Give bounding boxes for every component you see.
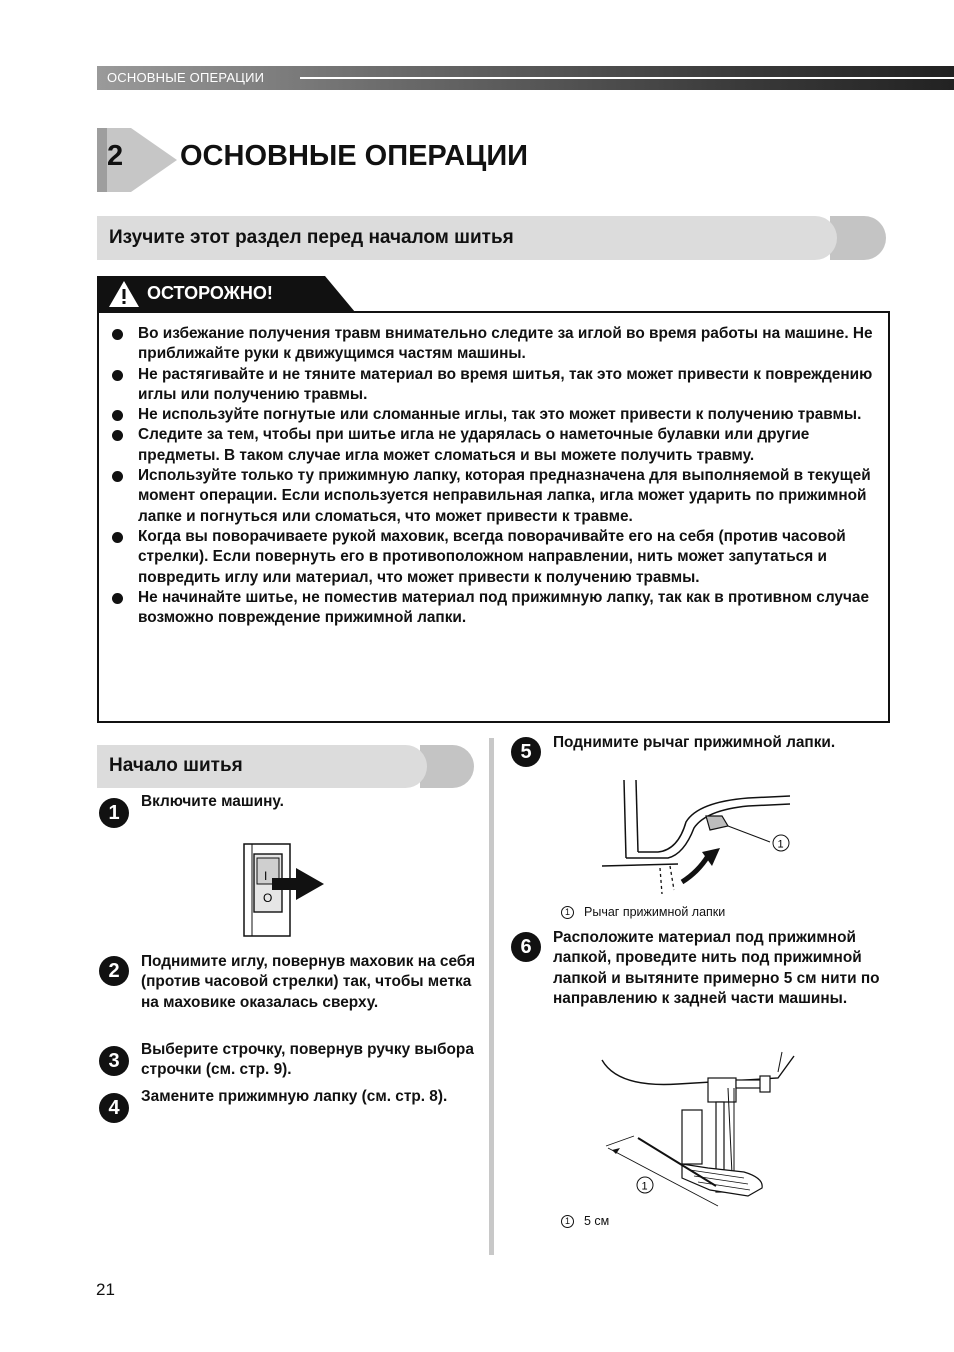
column-divider [489,738,494,1255]
step-number-badge: 5 [511,737,541,767]
step-text: Поднимите иглу, повернув маховик на себя (против часовой стрелки) так, чтобы метка на маховике оказалась сверху. [141,953,476,1011]
caption-text: Рычаг прижимной лапки [584,905,726,919]
step-number-badge: 2 [99,956,129,986]
caution-list [110,324,880,628]
caution-item: Не растягивайте и не тяните материал во время шитья, так это может привести к повреждению иглы или получению травмы. [110,365,880,406]
step-text: Выберите строчку, повернув ручку выбора строчки (см. стр. 9). [141,1041,474,1079]
caption-number: 1 [561,906,574,919]
presser-foot-thread-illustration [598,1048,798,1208]
lever-callout-number: 1 [777,838,784,851]
step-text: Замените прижимную лапку (см. стр. 8). [141,1088,448,1105]
step-text: Расположите материал под прижимной лапкой, проведите нить под прижимной лапкой и вытяните примерно 5 см нити по направлению к задней части машины. [553,929,880,1007]
chapter-number: 2 [107,140,124,172]
caption-number: 1 [561,1215,574,1228]
figure-caption [561,1214,609,1228]
power-switch-illustration [236,840,332,940]
caution-item: Когда вы поворачиваете рукой маховик, всегда поворачивайте его на себя (против часовой стрелки). Если повернуть его в противоположном направлении, нить может запутаться и повредить иглу или материал, что может привести к получению травмы. [110,527,880,588]
section-bar-cap [420,745,474,788]
caution-item: Не начинайте шитье, не поместив материал под прижимную лапку, так как в противном случае возможно повреждение прижимной лапки. [110,588,880,629]
caution-label: ОСТОРОЖНО! [147,283,273,303]
step-number-badge: 4 [99,1093,129,1123]
figure-caption [561,905,725,919]
page-number: 21 [96,1280,115,1299]
step-text: Поднимите рычаг прижимной лапки. [553,734,836,751]
caution-item: Не используйте погнутые или сломанные иглы, так это может привести к получению травмы. [110,405,880,425]
step-text: Включите машину. [141,793,284,810]
caution-item: Во избежание получения травм внимательно следите за иглой во время работы на машине. Не приближайте руки к движущимся частям машины. [110,324,880,365]
section-bar-cap [830,216,886,260]
switch-label-on: I [264,869,268,883]
switch-label-off: O [263,891,273,905]
header-section-label: ОСНОВНЫЕ ОПЕРАЦИИ [107,70,265,85]
section-title-study: Изучите этот раздел перед началом шитья [109,227,514,248]
section-title-start: Начало шитья [109,755,243,776]
caution-item: Используйте только ту прижимную лапку, которая предназначена для выполняемой в текущей момент операции. Если используется неправильная лапка, игла может ударить по прижимной лапке и погнуться или сломаться, что может привести к травме. [110,466,880,527]
step-number-badge: 1 [99,798,129,828]
chapter-title: ОСНОВНЫЕ ОПЕРАЦИИ [180,140,529,172]
presser-lever-illustration [598,772,798,897]
caution-item: Следите за тем, чтобы при шитье игла не ударялась о наметочные булавки или другие предметы. В таком случае игла может сломаться и вы можете получить травму. [110,425,880,466]
foot-callout-number: 1 [641,1180,648,1193]
caption-text: 5 см [584,1214,610,1228]
step-number-badge: 3 [99,1046,129,1076]
header-rule [300,77,954,79]
step-number-badge: 6 [511,932,541,962]
